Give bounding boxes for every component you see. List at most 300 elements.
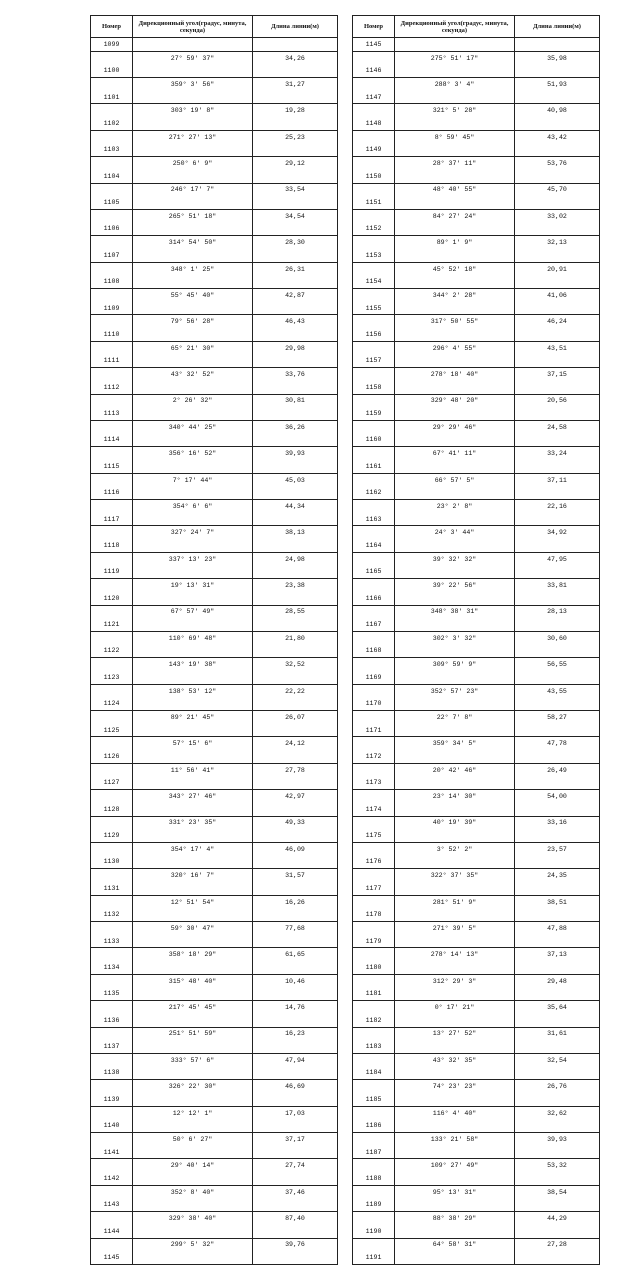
length-value: 23,38 <box>253 579 338 592</box>
point-number: 1145 <box>353 38 395 52</box>
table-row <box>91 1027 338 1040</box>
empty-cell <box>133 64 253 77</box>
point-number: 1102 <box>91 117 133 130</box>
point-number: 1166 <box>353 592 395 605</box>
empty-cell <box>133 486 253 499</box>
table-row <box>91 974 338 987</box>
number-row <box>353 1093 600 1106</box>
length-value: 56,55 <box>515 658 600 671</box>
empty-cell <box>395 170 515 183</box>
number-row <box>91 697 338 710</box>
empty-cell <box>253 1199 338 1212</box>
number-row <box>353 275 600 288</box>
number-row <box>91 1225 338 1238</box>
empty-cell <box>253 460 338 473</box>
empty-cell <box>395 1251 515 1264</box>
table-row <box>91 262 338 275</box>
table-row <box>353 922 600 935</box>
table-row <box>91 1106 338 1119</box>
empty-cell <box>353 157 395 170</box>
number-row <box>353 671 600 684</box>
empty-cell <box>353 209 395 222</box>
empty-cell <box>395 539 515 552</box>
table-row <box>353 1106 600 1119</box>
empty-cell <box>395 355 515 368</box>
length-value: 29,98 <box>253 341 338 354</box>
point-number: 1113 <box>91 407 133 420</box>
angle-value: 326° 22' 30" <box>133 1080 253 1093</box>
empty-cell <box>395 249 515 262</box>
angle-value: 67° 57' 49" <box>133 605 253 618</box>
empty-cell <box>133 1119 253 1132</box>
length-value: 37,15 <box>515 368 600 381</box>
empty-cell <box>395 645 515 658</box>
empty-cell <box>395 829 515 842</box>
empty-cell <box>353 974 395 987</box>
empty-cell <box>353 1027 395 1040</box>
number-row <box>91 486 338 499</box>
empty-cell <box>133 1146 253 1159</box>
length-value: 33,24 <box>515 447 600 460</box>
empty-cell <box>253 513 338 526</box>
table-row <box>353 315 600 328</box>
angle-value: 59° 30' 47" <box>133 922 253 935</box>
empty-cell <box>353 922 395 935</box>
number-row <box>353 750 600 763</box>
empty-cell <box>133 434 253 447</box>
empty-cell <box>395 856 515 869</box>
angle-value: 354° 17' 4" <box>133 842 253 855</box>
table-row <box>91 526 338 539</box>
point-number: 1173 <box>353 777 395 790</box>
number-row <box>91 645 338 658</box>
empty-cell <box>353 341 395 354</box>
number-row <box>91 223 338 236</box>
empty-cell <box>133 1093 253 1106</box>
angle-value: 143° 19' 38" <box>133 658 253 671</box>
number-row <box>91 908 338 921</box>
number-row <box>91 961 338 974</box>
angle-value: 23° 14' 30" <box>395 790 515 803</box>
angle-value: 89° 21' 45" <box>133 711 253 724</box>
length-value: 44,34 <box>253 500 338 513</box>
empty-cell <box>515 539 600 552</box>
number-row <box>353 144 600 157</box>
angle-value: 66° 57' 5" <box>395 473 515 486</box>
point-number: 1126 <box>91 750 133 763</box>
empty-cell <box>395 1093 515 1106</box>
header-angle: Дирекционный угол(градус, минута, секунда) <box>133 16 253 38</box>
number-row <box>353 566 600 579</box>
point-number: 1104 <box>91 170 133 183</box>
point-number: 1188 <box>353 1172 395 1185</box>
number-row <box>353 882 600 895</box>
empty-cell <box>515 856 600 869</box>
length-value: 31,27 <box>253 78 338 91</box>
length-value: 19,28 <box>253 104 338 117</box>
empty-cell <box>133 882 253 895</box>
point-number: 1107 <box>91 249 133 262</box>
header-row <box>91 16 338 38</box>
empty-cell <box>133 170 253 183</box>
empty-cell <box>91 631 133 644</box>
empty-cell <box>91 869 133 882</box>
angle-value: 89° 1' 9" <box>395 236 515 249</box>
point-number: 1172 <box>353 750 395 763</box>
empty-cell <box>353 579 395 592</box>
empty-cell <box>395 328 515 341</box>
empty-cell <box>253 592 338 605</box>
angle-value: 110° 69' 48" <box>133 631 253 644</box>
angle-value: 116° 4' 40" <box>395 1106 515 1119</box>
empty-cell <box>253 223 338 236</box>
length-value: 31,57 <box>253 869 338 882</box>
point-number: 1136 <box>91 1014 133 1027</box>
angle-value: 303° 19' 8" <box>133 104 253 117</box>
number-row <box>91 434 338 447</box>
empty-cell <box>133 275 253 288</box>
number-row <box>353 1014 600 1027</box>
empty-cell <box>395 434 515 447</box>
length-value: 35,98 <box>515 51 600 64</box>
empty-cell <box>91 78 133 91</box>
angle-value: 344° 2' 28" <box>395 289 515 302</box>
number-row <box>353 961 600 974</box>
table-row <box>91 420 338 433</box>
point-number: 1153 <box>353 249 395 262</box>
length-value: 35,64 <box>515 1001 600 1014</box>
empty-cell <box>395 381 515 394</box>
point-number: 1133 <box>91 935 133 948</box>
angle-value: 329° 38' 40" <box>133 1212 253 1225</box>
number-row <box>91 618 338 631</box>
table-row <box>91 341 338 354</box>
number-row <box>353 170 600 183</box>
point-number: 1185 <box>353 1093 395 1106</box>
empty-cell <box>253 671 338 684</box>
table-row <box>353 51 600 64</box>
empty-cell <box>253 645 338 658</box>
empty-cell <box>91 1027 133 1040</box>
length-value: 24,35 <box>515 869 600 882</box>
empty-cell <box>515 64 600 77</box>
header-row <box>353 16 600 38</box>
number-row <box>353 1146 600 1159</box>
table-row <box>353 737 600 750</box>
table-row <box>353 236 600 249</box>
empty-cell <box>515 355 600 368</box>
empty-cell <box>353 447 395 460</box>
angle-value: 358° 18' 29" <box>133 948 253 961</box>
angle-value: 359° 34' 5" <box>395 737 515 750</box>
table-row <box>353 658 600 671</box>
point-number: 1140 <box>91 1119 133 1132</box>
empty-cell <box>515 777 600 790</box>
number-row <box>91 144 338 157</box>
angle-value: 39° 32' 32" <box>395 552 515 565</box>
table-row <box>91 684 338 697</box>
number-row <box>91 91 338 104</box>
table-row <box>91 500 338 513</box>
empty-cell <box>395 223 515 236</box>
empty-cell <box>395 38 515 52</box>
empty-cell <box>515 750 600 763</box>
empty-cell <box>91 711 133 724</box>
empty-cell <box>253 539 338 552</box>
number-row <box>91 64 338 77</box>
number-row <box>353 935 600 948</box>
angle-value: 22° 7' 8" <box>395 711 515 724</box>
table-row <box>91 1185 338 1198</box>
empty-cell <box>395 724 515 737</box>
empty-cell <box>515 803 600 816</box>
number-row <box>91 935 338 948</box>
table-row <box>91 816 338 829</box>
empty-cell <box>353 473 395 486</box>
empty-cell <box>353 684 395 697</box>
point-number: 1139 <box>91 1093 133 1106</box>
empty-cell <box>353 368 395 381</box>
empty-cell <box>253 1225 338 1238</box>
point-number: 1183 <box>353 1040 395 1053</box>
empty-cell <box>515 1172 600 1185</box>
length-value: 38,13 <box>253 526 338 539</box>
table-row <box>91 711 338 724</box>
empty-cell <box>133 117 253 130</box>
empty-cell <box>133 223 253 236</box>
table-row <box>91 289 338 302</box>
empty-cell <box>133 407 253 420</box>
length-value: 38,54 <box>515 1185 600 1198</box>
empty-cell <box>253 777 338 790</box>
empty-cell <box>353 895 395 908</box>
empty-cell <box>395 592 515 605</box>
empty-cell <box>253 1146 338 1159</box>
empty-cell <box>515 1119 600 1132</box>
table-row <box>91 236 338 249</box>
empty-cell <box>395 697 515 710</box>
empty-cell <box>353 1133 395 1146</box>
empty-cell <box>395 671 515 684</box>
number-row <box>353 539 600 552</box>
empty-cell <box>253 302 338 315</box>
table-row <box>91 737 338 750</box>
length-value: 39,93 <box>253 447 338 460</box>
length-value: 77,68 <box>253 922 338 935</box>
table-row <box>353 1133 600 1146</box>
angle-value: 281° 51' 9" <box>395 895 515 908</box>
number-row <box>353 302 600 315</box>
empty-cell <box>91 1106 133 1119</box>
empty-cell <box>133 988 253 1001</box>
empty-cell <box>133 856 253 869</box>
angle-value: 348° 1' 25" <box>133 262 253 275</box>
number-row <box>353 1199 600 1212</box>
empty-cell <box>91 1212 133 1225</box>
empty-cell <box>253 566 338 579</box>
empty-cell <box>91 1185 133 1198</box>
point-number: 1164 <box>353 539 395 552</box>
number-row <box>91 566 338 579</box>
length-value: 26,49 <box>515 763 600 776</box>
length-value: 32,52 <box>253 658 338 671</box>
point-number: 1121 <box>91 618 133 631</box>
table-row <box>91 78 338 91</box>
point-number: 1149 <box>353 144 395 157</box>
empty-cell <box>133 1251 253 1264</box>
empty-cell <box>395 1040 515 1053</box>
empty-cell <box>353 1106 395 1119</box>
number-row <box>91 1093 338 1106</box>
number-row <box>353 1040 600 1053</box>
number-row <box>353 434 600 447</box>
empty-cell <box>91 552 133 565</box>
number-row <box>91 275 338 288</box>
point-number: 1150 <box>353 170 395 183</box>
length-value: 26,31 <box>253 262 338 275</box>
empty-cell <box>353 763 395 776</box>
empty-cell <box>353 1080 395 1093</box>
number-row <box>91 777 338 790</box>
angle-value: 309° 59' 9" <box>395 658 515 671</box>
angle-value: 271° 27' 13" <box>133 130 253 143</box>
empty-cell <box>253 249 338 262</box>
empty-cell <box>515 671 600 684</box>
table-row <box>91 948 338 961</box>
angle-value: 45° 52' 18" <box>395 262 515 275</box>
point-number: 1175 <box>353 829 395 842</box>
angle-value: 343° 27' 46" <box>133 790 253 803</box>
empty-cell <box>91 236 133 249</box>
number-row <box>91 407 338 420</box>
table-row <box>91 1238 338 1251</box>
empty-cell <box>353 658 395 671</box>
length-value: 42,97 <box>253 790 338 803</box>
empty-cell <box>395 750 515 763</box>
point-number: 1100 <box>91 64 133 77</box>
number-row <box>353 64 600 77</box>
header-length: Длина линии(м) <box>253 16 338 38</box>
angle-value: 317° 50' 55" <box>395 315 515 328</box>
table-row <box>91 209 338 222</box>
empty-cell <box>133 381 253 394</box>
empty-cell <box>253 961 338 974</box>
table-row <box>353 816 600 829</box>
empty-cell <box>91 1080 133 1093</box>
length-value: 37,11 <box>515 473 600 486</box>
angle-value: 333° 57' 6" <box>133 1053 253 1066</box>
table-row <box>91 130 338 143</box>
length-value: 30,81 <box>253 394 338 407</box>
number-row <box>353 328 600 341</box>
angle-value: 20° 42' 46" <box>395 763 515 776</box>
length-value: 58,27 <box>515 711 600 724</box>
empty-cell <box>395 908 515 921</box>
length-value: 38,51 <box>515 895 600 908</box>
empty-cell <box>133 1225 253 1238</box>
length-value: 54,00 <box>515 790 600 803</box>
number-row <box>353 196 600 209</box>
empty-cell <box>515 882 600 895</box>
empty-cell <box>515 302 600 315</box>
length-value: 87,40 <box>253 1212 338 1225</box>
empty-cell <box>253 724 338 737</box>
table-row <box>353 1185 600 1198</box>
angle-value: 84° 27' 24" <box>395 209 515 222</box>
angle-value: 271° 39' 5" <box>395 922 515 935</box>
point-number: 1143 <box>91 1199 133 1212</box>
angle-value: 320° 16' 7" <box>133 869 253 882</box>
empty-cell <box>133 1199 253 1212</box>
table-row <box>353 104 600 117</box>
empty-cell <box>91 1001 133 1014</box>
point-number: 1163 <box>353 513 395 526</box>
length-value: 31,61 <box>515 1027 600 1040</box>
empty-cell <box>133 803 253 816</box>
empty-cell <box>353 130 395 143</box>
empty-cell <box>133 724 253 737</box>
table-body-right <box>353 38 600 1265</box>
empty-cell <box>515 249 600 262</box>
length-value: 49,33 <box>253 816 338 829</box>
number-row <box>91 1146 338 1159</box>
length-value: 27,28 <box>515 1238 600 1251</box>
table-row <box>91 1159 338 1172</box>
table-body-left <box>91 38 338 1265</box>
table-row <box>353 1159 600 1172</box>
point-number: 1146 <box>353 64 395 77</box>
length-value: 20,56 <box>515 394 600 407</box>
angle-value: 3° 52' 2" <box>395 842 515 855</box>
empty-cell <box>133 697 253 710</box>
empty-cell <box>515 935 600 948</box>
angle-value: 13° 27' 52" <box>395 1027 515 1040</box>
point-number: 1154 <box>353 275 395 288</box>
point-number: 1145 <box>91 1251 133 1264</box>
angle-value: 278° 14' 13" <box>395 948 515 961</box>
point-number: 1118 <box>91 539 133 552</box>
empty-cell <box>395 1014 515 1027</box>
length-value: 21,80 <box>253 631 338 644</box>
table-row <box>91 658 338 671</box>
empty-cell <box>133 961 253 974</box>
empty-cell <box>91 790 133 803</box>
table-row <box>353 684 600 697</box>
empty-cell <box>253 486 338 499</box>
length-value: 30,60 <box>515 631 600 644</box>
length-value: 24,12 <box>253 737 338 750</box>
empty-cell <box>353 289 395 302</box>
length-value: 24,58 <box>515 420 600 433</box>
length-value: 29,12 <box>253 157 338 170</box>
header-number: Номер <box>91 16 133 38</box>
empty-cell <box>133 777 253 790</box>
table-row <box>353 1238 600 1251</box>
length-value: 39,76 <box>253 1238 338 1251</box>
length-value: 29,48 <box>515 974 600 987</box>
angle-value: 65° 21' 30" <box>133 341 253 354</box>
empty-cell <box>133 91 253 104</box>
angle-value: 24° 3' 44" <box>395 526 515 539</box>
number-row <box>353 592 600 605</box>
table-row <box>353 948 600 961</box>
empty-cell <box>515 328 600 341</box>
empty-cell <box>133 302 253 315</box>
point-number: 1152 <box>353 223 395 236</box>
empty-cell <box>91 658 133 671</box>
empty-cell <box>91 447 133 460</box>
point-number: 1120 <box>91 592 133 605</box>
